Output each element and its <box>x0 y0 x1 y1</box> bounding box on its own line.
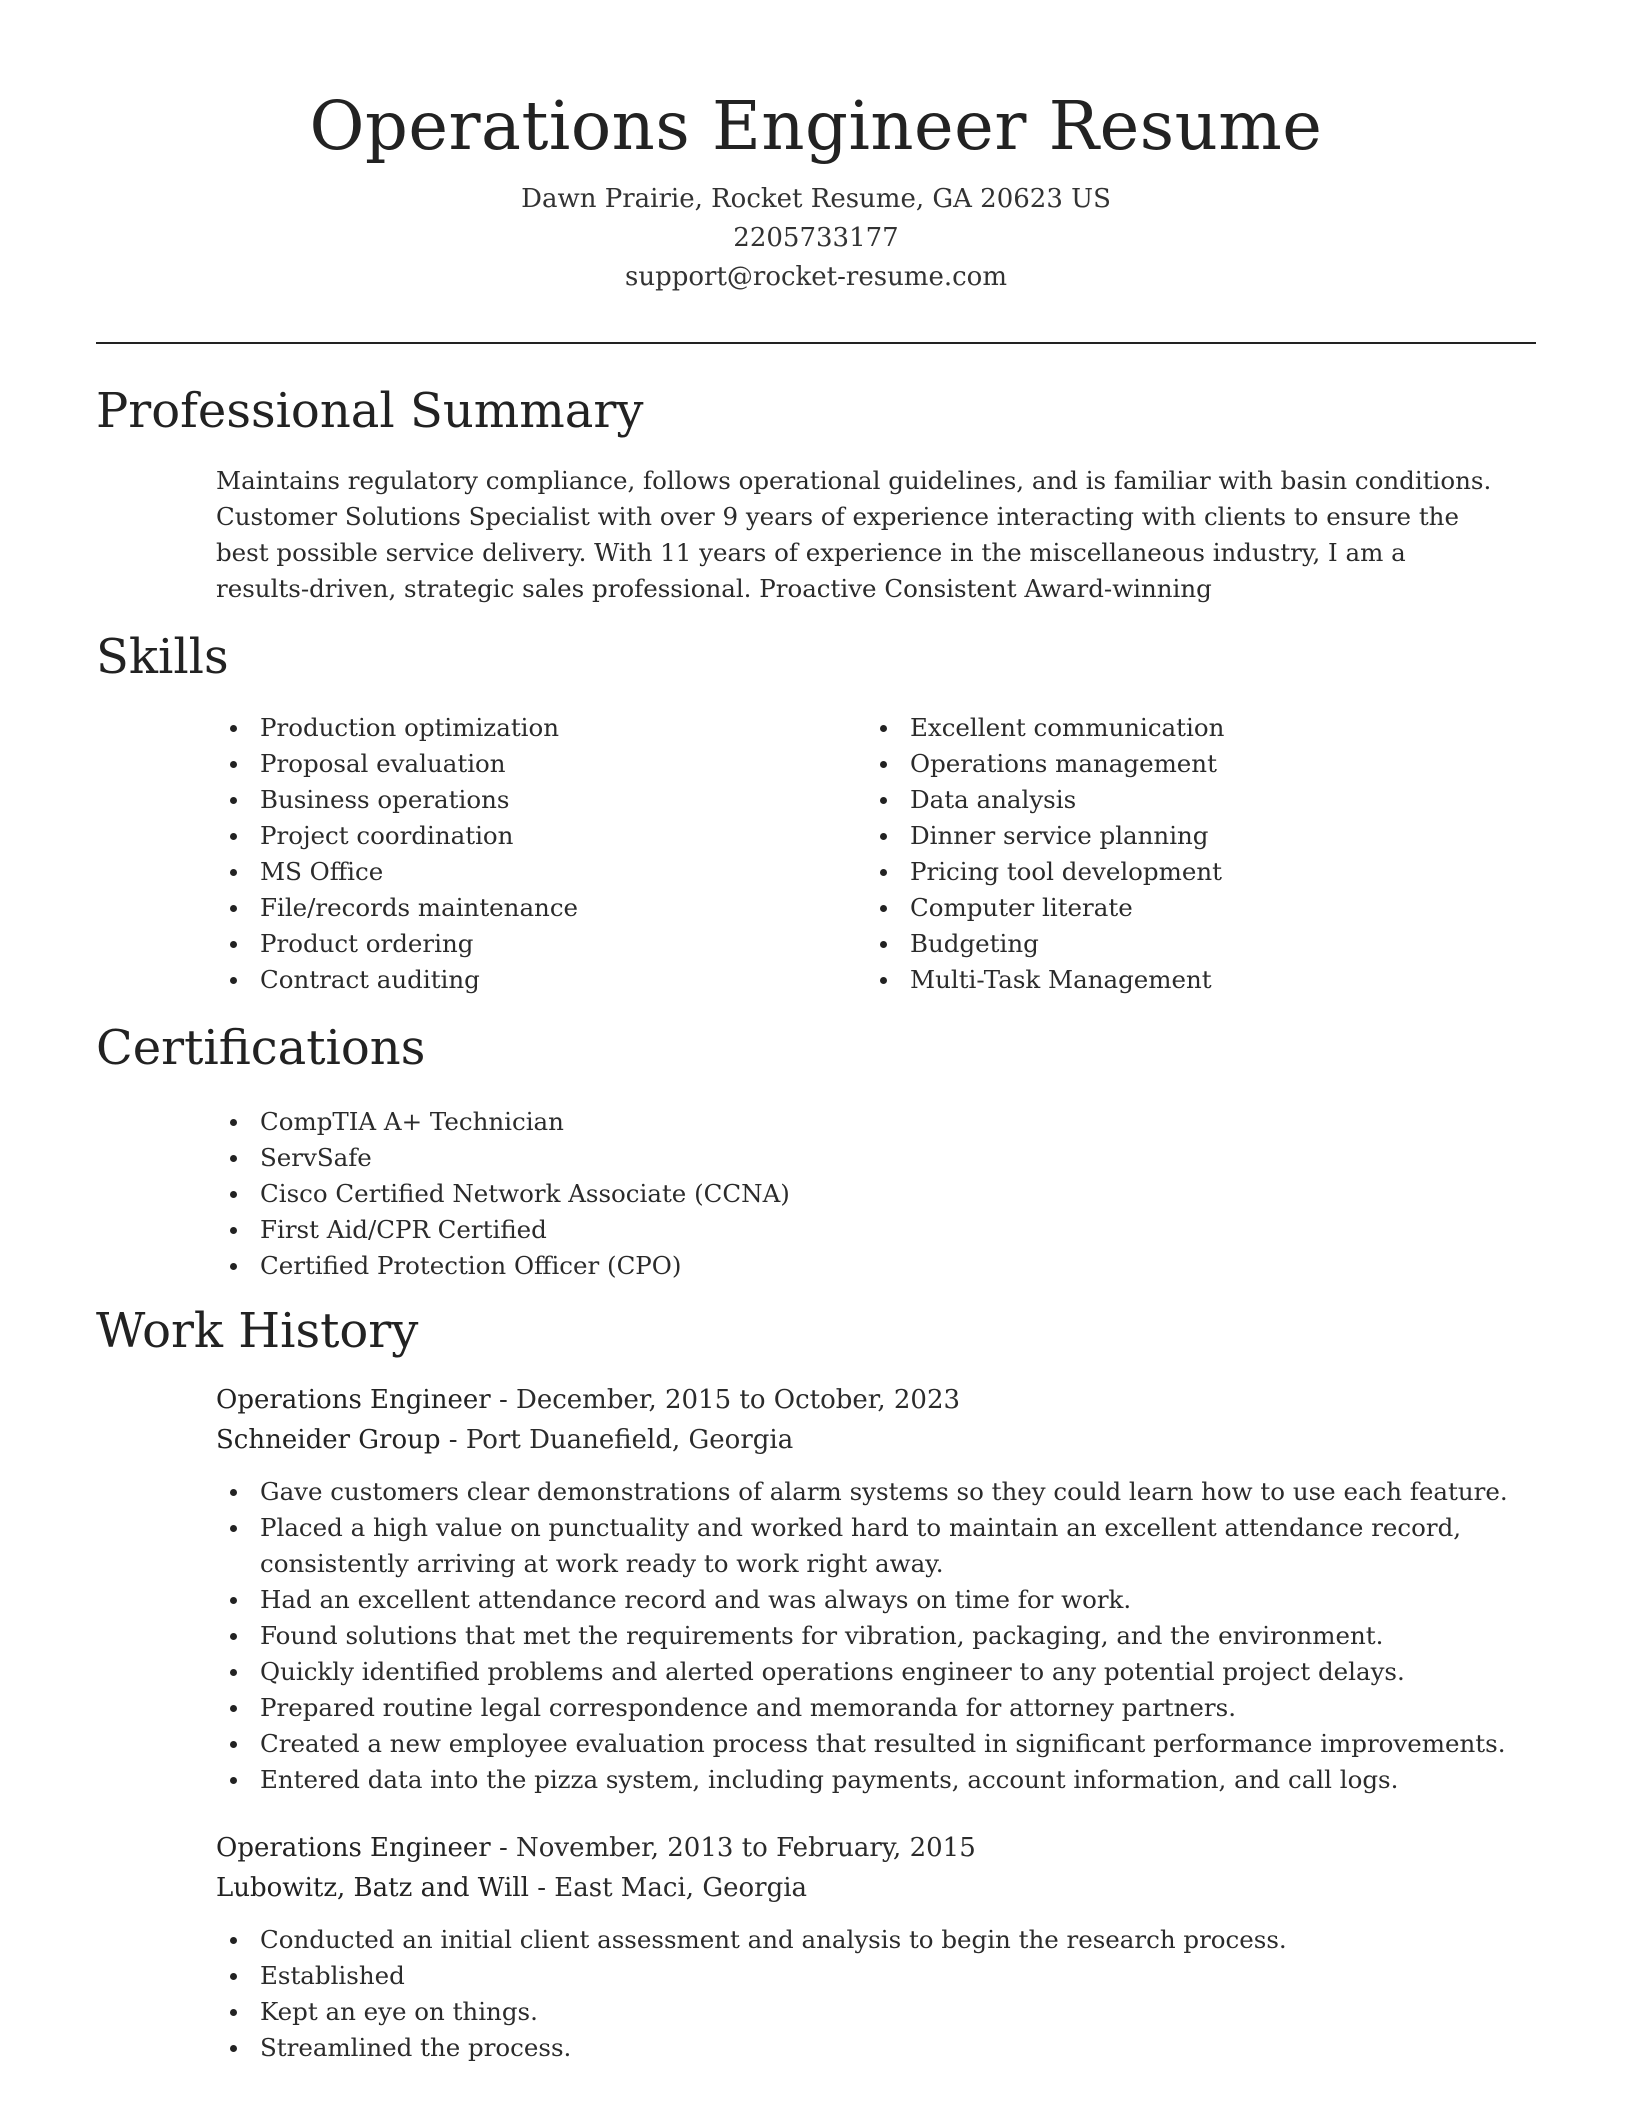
contact-phone: 2205733177 <box>733 223 899 253</box>
job-dates: - December, 2015 to October, 2023 <box>490 1385 961 1415</box>
job-dates: - November, 2013 to February, 2015 <box>490 1833 976 1863</box>
job-title-line <box>216 1380 1526 1420</box>
job-role: Operations Engineer <box>216 1385 491 1415</box>
list-item: Computer literate <box>866 890 1486 926</box>
list-item: MS Office <box>216 854 836 890</box>
list-item: Pricing tool development <box>866 854 1486 890</box>
list-item: Product ordering <box>216 926 836 962</box>
list-item: Placed a high value on punctuality and worked hard to maintain an excellent attendance record, consistently arriving at work ready to work right away. <box>216 1510 1526 1582</box>
list-item: Gave customers clear demonstrations of alarm systems so they could learn how to use each feature. <box>216 1474 1526 1510</box>
list-item: Dinner service planning <box>866 818 1486 854</box>
job-company: Lubowitz, Batz and Will <box>216 1873 529 1903</box>
list-item: File/records maintenance <box>216 890 836 926</box>
list-item: Created a new employee evaluation process that resulted in significant performance improvements. <box>216 1726 1526 1762</box>
contact-address: Dawn Prairie, Rocket Resume, GA 20623 US <box>521 184 1111 214</box>
list-item: Established <box>216 1958 1526 1994</box>
contact-block <box>96 180 1536 297</box>
job-location: - East Maci, Georgia <box>528 1873 808 1903</box>
summary-text: Maintains regulatory compliance, follows operational guidelines, and is familiar with basin conditions. Customer Solutions Specialist with over 9 years of experience interacting with clients to ensure the best possible service delivery. With 11 years of experience in the miscellaneous industry, I am a results-driven, strategic sales professional. Proactive Consistent Award-winning <box>216 466 1492 603</box>
contact-email: support@rocket-resume.com <box>624 262 1007 292</box>
skills-heading: Skills <box>96 629 229 685</box>
list-item: Certified Protection Officer (CPO) <box>216 1248 1506 1284</box>
list-item: Data analysis <box>866 782 1486 818</box>
job-title-line <box>216 1828 1526 1868</box>
certifications-heading: Certifications <box>96 1020 426 1076</box>
list-item: Conducted an initial client assessment and analysis to begin the research process. <box>216 1922 1526 1958</box>
list-item: ServSafe <box>216 1140 1506 1176</box>
job-company-line <box>216 1420 1526 1460</box>
job-location: - Port Duanefield, Georgia <box>440 1425 794 1455</box>
resume-title: Operations Engineer Resume <box>309 87 1323 165</box>
list-item: Found solutions that met the requirements for vibration, packaging, and the environment. <box>216 1618 1526 1654</box>
list-item: Business operations <box>216 782 836 818</box>
resume-header <box>96 82 1536 297</box>
list-item: Cisco Certified Network Associate (CCNA) <box>216 1176 1506 1212</box>
list-item: Excellent communication <box>866 710 1486 746</box>
list-item: Had an excellent attendance record and was always on time for work. <box>216 1582 1526 1618</box>
list-item: First Aid/CPR Certified <box>216 1212 1506 1248</box>
list-item: Proposal evaluation <box>216 746 836 782</box>
list-item: Quickly identified problems and alerted operations engineer to any potential project delays. <box>216 1654 1526 1690</box>
job-entry <box>216 1828 1526 2066</box>
list-item: Operations management <box>866 746 1486 782</box>
list-item: Production optimization <box>216 710 836 746</box>
header-divider <box>96 342 1536 344</box>
job-role: Operations Engineer <box>216 1833 491 1863</box>
list-item: Kept an eye on things. <box>216 1994 1526 2030</box>
list-item: CompTIA A+ Technician <box>216 1104 1506 1140</box>
list-item: Budgeting <box>866 926 1486 962</box>
work-history-heading: Work History <box>96 1303 419 1359</box>
list-item: Prepared routine legal correspondence and memoranda for attorney partners. <box>216 1690 1526 1726</box>
summary-heading: Professional Summary <box>96 383 644 439</box>
job-entry <box>216 1380 1526 1798</box>
job-company: Schneider Group <box>216 1425 441 1455</box>
job-bullets <box>216 1474 1526 1798</box>
skills-list-left <box>216 710 836 998</box>
skills-list-right <box>866 710 1486 998</box>
job-company-line <box>216 1868 1526 1908</box>
list-item: Multi-Task Management <box>866 962 1486 998</box>
list-item: Project coordination <box>216 818 836 854</box>
certifications-list <box>216 1104 1506 1284</box>
job-bullets <box>216 1922 1526 2066</box>
list-item: Streamlined the process. <box>216 2030 1526 2066</box>
list-item: Contract auditing <box>216 962 836 998</box>
list-item: Entered data into the pizza system, including payments, account information, and call logs. <box>216 1762 1526 1798</box>
